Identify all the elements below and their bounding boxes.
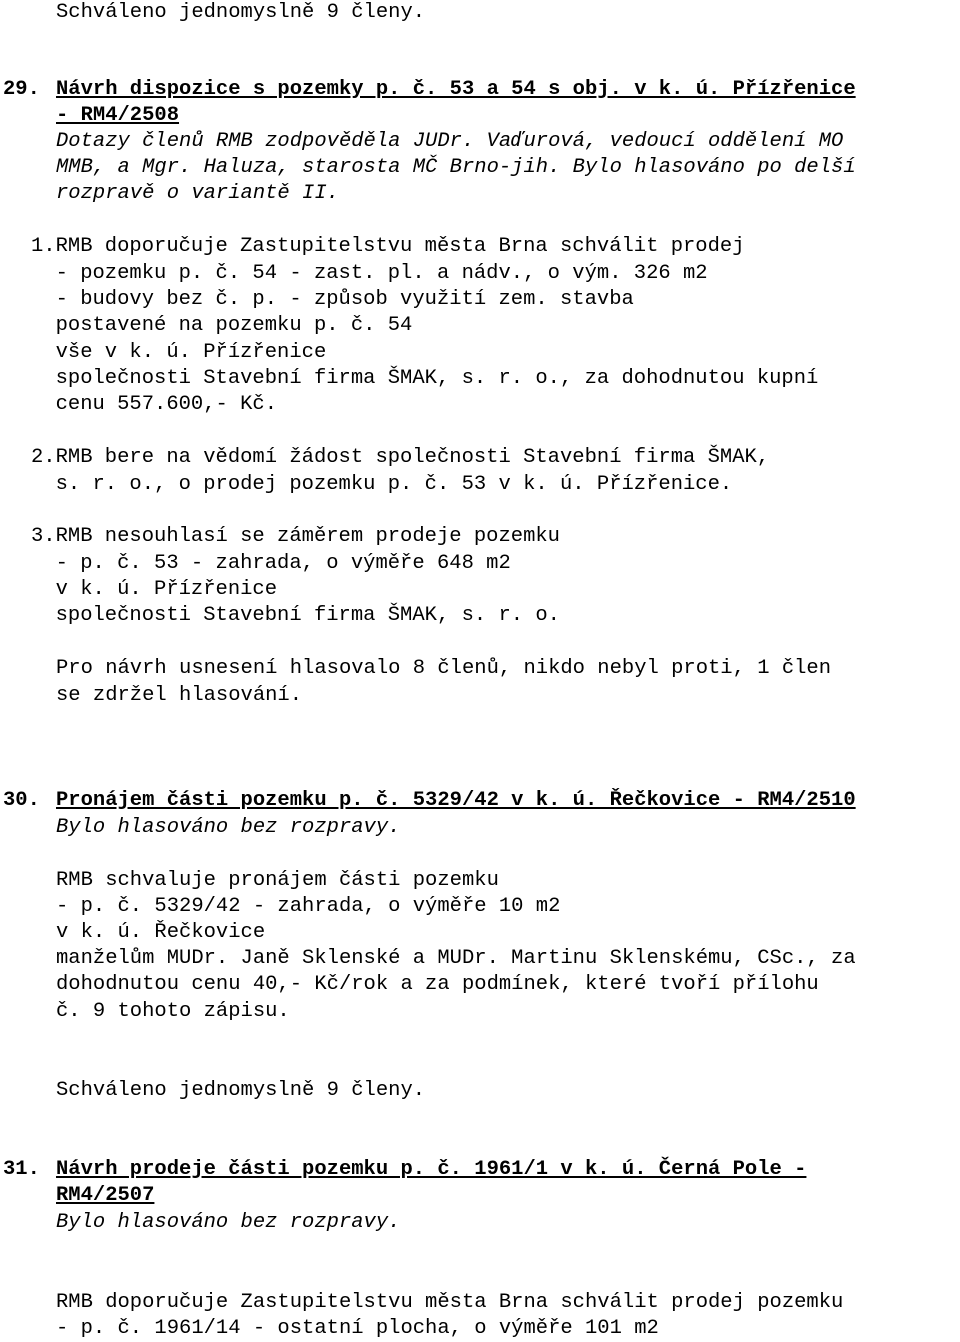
resolution-text: manželům MUDr. Janě Sklenské a MUDr. Martinu Sklenskému, CSc., za bbox=[56, 947, 856, 970]
discussion-text: Bylo hlasováno bez rozpravy. bbox=[56, 816, 401, 839]
item-number: 30. bbox=[3, 789, 40, 812]
resolution-text: 2.RMB bere na vědomí žádost společnosti Stavební firma ŠMAK, bbox=[31, 446, 770, 469]
item-title: Návrh dispozice s pozemky p. č. 53 a 54 s obj. v k. ú. Přízřenice bbox=[56, 78, 856, 101]
discussion-text: rozpravě o variantě II. bbox=[56, 182, 339, 205]
item-title: Pronájem části pozemku p. č. 5329/42 v k. ú. Řečkovice - RM4/2510 bbox=[56, 789, 856, 812]
vote-result: se zdržel hlasování. bbox=[56, 684, 303, 707]
approval-line: Schváleno jednomyslně 9 členy. bbox=[56, 1, 426, 24]
resolution-text: společnosti Stavební firma ŠMAK, s. r. o., za dohodnutou kupní bbox=[31, 367, 819, 390]
discussion-text: MMB, a Mgr. Haluza, starosta MČ Brno-jih. Bylo hlasováno po delší bbox=[56, 156, 856, 179]
resolution-text: - budovy bez č. p. - způsob využití zem. stavba bbox=[31, 288, 634, 311]
discussion-text: Bylo hlasováno bez rozpravy. bbox=[56, 1211, 401, 1234]
item-title: RM4/2507 bbox=[56, 1184, 155, 1207]
discussion-text: Dotazy členů RMB zodpověděla JUDr. Vaďurová, vedoucí oddělení MO bbox=[56, 130, 844, 153]
resolution-text: v k. ú. Přízřenice bbox=[31, 578, 278, 601]
resolution-text: 1.RMB doporučuje Zastupitelstvu města Brna schválit prodej bbox=[31, 235, 745, 258]
item-number: 29. bbox=[3, 78, 40, 101]
item-title: Návrh prodeje části pozemku p. č. 1961/1 v k. ú. Černá Pole - bbox=[56, 1158, 807, 1181]
resolution-text: RMB doporučuje Zastupitelstvu města Brna schválit prodej pozemku bbox=[56, 1291, 844, 1314]
resolution-text: 3.RMB nesouhlasí se záměrem prodeje pozemku bbox=[31, 525, 560, 548]
resolution-text: vše v k. ú. Přízřenice bbox=[31, 341, 327, 364]
resolution-text: - pozemku p. č. 54 - zast. pl. a nádv., o vým. 326 m2 bbox=[31, 262, 708, 285]
resolution-text: RMB schvaluje pronájem části pozemku bbox=[56, 869, 499, 892]
resolution-text: v k. ú. Řečkovice bbox=[56, 921, 266, 944]
resolution-text: - p. č. 53 - zahrada, o výměře 648 m2 bbox=[31, 552, 511, 575]
vote-result: Pro návrh usnesení hlasovalo 8 členů, nikdo nebyl proti, 1 člen bbox=[56, 657, 832, 680]
resolution-text: č. 9 tohoto zápisu. bbox=[56, 1000, 290, 1023]
item-number: 31. bbox=[3, 1158, 40, 1181]
resolution-text: - p. č. 5329/42 - zahrada, o výměře 10 m2 bbox=[56, 895, 561, 918]
item-title: - RM4/2508 bbox=[56, 104, 180, 127]
vote-result: Schváleno jednomyslně 9 členy. bbox=[56, 1079, 426, 1102]
resolution-text: s. r. o., o prodej pozemku p. č. 53 v k. ú. Přízřenice. bbox=[31, 473, 733, 496]
resolution-text: společnosti Stavební firma ŠMAK, s. r. o. bbox=[31, 604, 560, 627]
resolution-text: - p. č. 1961/14 - ostatní plocha, o výměře 101 m2 bbox=[56, 1317, 659, 1340]
resolution-text: dohodnutou cenu 40,- Kč/rok a za podmínek, které tvoří přílohu bbox=[56, 973, 819, 996]
resolution-text: cenu 557.600,- Kč. bbox=[31, 393, 278, 416]
resolution-text: postavené na pozemku p. č. 54 bbox=[31, 314, 413, 337]
